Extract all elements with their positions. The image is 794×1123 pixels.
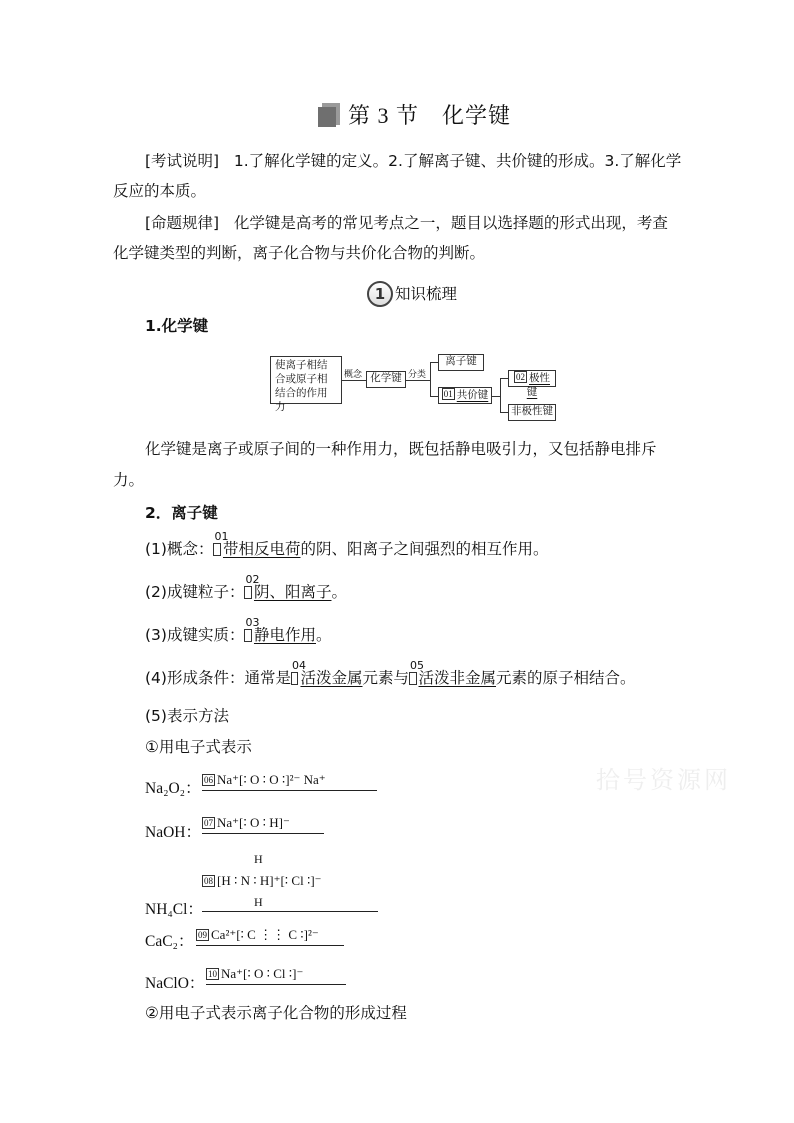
covalent-tag: 01 (443, 389, 453, 399)
sub-electron-formula: ①用电子式表示 (145, 738, 252, 756)
nh4-top-h: H (254, 852, 263, 866)
bond-text-1: 化学键是离子或原子间的一种作用力，既包括静电吸引力，又包括静电排斥 (145, 440, 657, 458)
item-prefix: (4)形成条件：通常是 (145, 669, 291, 687)
blank-number (244, 573, 260, 599)
branch-vertical (430, 362, 431, 396)
formula-label-nh4cl: NH₄Cl： (145, 901, 203, 918)
exam-description (145, 151, 681, 171)
polar-box (508, 370, 556, 398)
formula-label-cac2: CaC₂： (145, 933, 194, 950)
ionic-box: 离子键 (438, 354, 484, 371)
item-prefix: (2)成键粒子： (145, 583, 245, 601)
section-number-badge: 1 (367, 281, 393, 307)
formula-tag: 08 (204, 876, 213, 886)
item-prefix: (3)成键实质： (145, 626, 245, 644)
formula-naoh (202, 815, 324, 834)
formula-naclo (206, 966, 346, 985)
exam-text-1: 1.了解化学键的定义。2.了解离子键、共价键的形成。3.了解化学 (233, 152, 682, 170)
polar-label: 极性键 (526, 373, 550, 398)
blank-answer: 活泼金属 (300, 669, 363, 687)
blank-number (213, 530, 229, 556)
rule-text-2: 化学键类型的判断，离子化合物与共价化合物的判断。 (113, 244, 486, 262)
branch-covalent-out (492, 396, 500, 397)
blank-number-text: 01 (214, 530, 229, 543)
formula-expression: [H ∶ N ∶ H]⁺[∶ Cl ∶]⁻ (217, 873, 322, 888)
page-title: 第 3 节 化学键 (348, 103, 512, 128)
formula-label-naclo: NaClO： (145, 975, 205, 992)
formula-tag: 10 (208, 969, 217, 979)
nh4-bottom-h: H (254, 895, 263, 909)
blank-number-text: 03 (245, 616, 260, 629)
concept-label: 概念 (344, 369, 363, 379)
exam-text-2: 反应的本质。 (113, 182, 207, 200)
formula-tag: 09 (198, 930, 207, 940)
bond-text-2: 力。 (113, 471, 145, 489)
heading-chemical-bond: 1.化学键 (145, 317, 209, 335)
item-prefix: (1)概念： (145, 540, 214, 558)
book-icon (318, 103, 340, 127)
formula-expression: Na⁺[∶ O ∶ O ∶]²⁻ Na⁺ (217, 772, 326, 787)
blank-number-text: 04 (291, 659, 306, 672)
formula-expression: Na⁺[∶ O ∶ H]⁻ (217, 815, 290, 830)
item-representation: (5)表示方法 (145, 707, 229, 725)
watermark: 拾号资源网 (596, 766, 731, 794)
heading-ionic-bond: 2．离子键 (145, 504, 218, 522)
blank-answer: 静电作用 (253, 626, 316, 644)
classify-label: 分类 (408, 369, 427, 379)
section-label: 知识梳理 (395, 285, 458, 303)
blank-answer: 阴、阳离子 (253, 583, 332, 601)
arrow-line (342, 380, 366, 381)
covalent-label: 共价键 (456, 390, 489, 401)
rule-description (145, 213, 668, 233)
blank-answer: 活泼非金属 (418, 669, 497, 687)
formula-label-naoh: NaOH： (145, 824, 201, 841)
section-marker (367, 281, 457, 307)
blank-number (409, 659, 424, 685)
rule-text-1: 化学键是高考的常见考点之一，题目以选择题的形式出现，考查 (233, 214, 668, 232)
branch-to-polar (500, 378, 508, 379)
polar-tag: 02 (516, 372, 525, 382)
item-suffix: 元素的原子相结合。 (496, 669, 636, 687)
formula-tag: 07 (204, 818, 213, 828)
branch-to-ionic (430, 362, 438, 363)
formula-na2o2 (202, 772, 377, 791)
branch-line (406, 380, 430, 381)
item-particles (145, 573, 347, 602)
formula-label-na2o2: Na₂O₂： (145, 780, 201, 797)
blank-number (244, 616, 260, 642)
covalent-vertical (500, 378, 501, 412)
blank-number-text: 05 (410, 659, 424, 672)
item-essence (145, 616, 332, 645)
branch-to-nonpolar (500, 412, 508, 413)
nonpolar-box: 非极性键 (508, 404, 556, 421)
branch-to-covalent (430, 396, 438, 397)
center-box: 化学键 (366, 371, 406, 388)
exam-label: [考试说明] (145, 152, 220, 170)
item-mid: 元素与 (362, 669, 409, 687)
blank-number (291, 659, 306, 685)
sub-formation-process: ②用电子式表示离子化合物的形成过程 (145, 1004, 407, 1022)
formula-tag: 06 (204, 775, 213, 785)
formula-cac2 (196, 927, 344, 946)
page-title-row (318, 99, 511, 130)
formula-expression: Na⁺[∶ O ∶ Cl ∶]⁻ (221, 966, 304, 981)
item-suffix: 。 (315, 626, 332, 644)
rule-label: [命题规律] (145, 214, 220, 232)
blank-answer: 带相反电荷 (222, 540, 301, 558)
definition-box: 使离子相结合或原子相结合的作用力 (270, 356, 342, 404)
formula-nh4cl (202, 873, 378, 912)
covalent-box (438, 387, 492, 404)
item-conditions (145, 659, 636, 688)
blank-number-text: 02 (245, 573, 260, 586)
item-suffix: 。 (331, 583, 347, 601)
formula-expression: Ca²⁺[∶ C ⋮⋮ C ∶]²⁻ (211, 927, 319, 942)
item-concept (145, 530, 549, 559)
item-suffix: 的阴、阳离子之间强烈的相互作用。 (300, 540, 549, 558)
